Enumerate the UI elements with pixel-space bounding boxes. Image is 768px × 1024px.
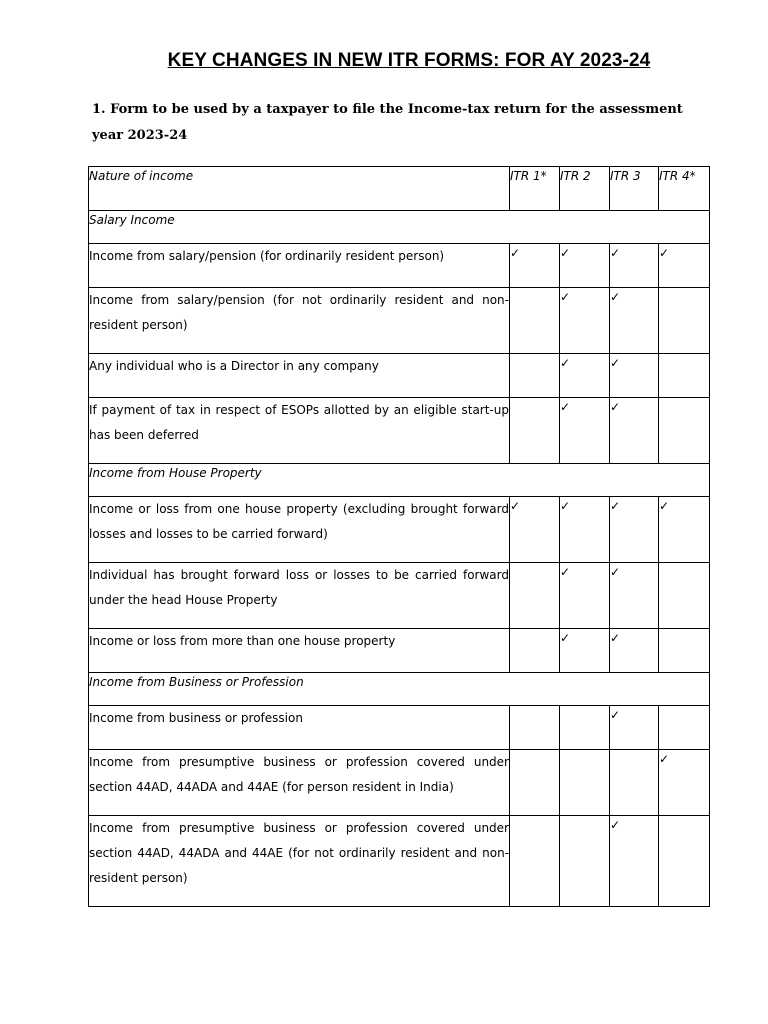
- itr1-check-icon: ✓: [510, 244, 560, 288]
- table-row: [89, 354, 710, 398]
- itr1-check-icon: [510, 706, 560, 750]
- itr2-check-icon: ✓: [560, 563, 610, 629]
- itr3-check-icon: ✓: [610, 244, 659, 288]
- itr3-check-icon: ✓: [610, 354, 659, 398]
- itr4-check-icon: ✓: [659, 750, 710, 816]
- itr1-check-icon: [510, 750, 560, 816]
- itr3-check-icon: ✓: [610, 706, 659, 750]
- itr3-check-icon: ✓: [610, 398, 659, 464]
- row-description: Income or loss from more than one house property: [89, 629, 510, 673]
- itr3-check-icon: ✓: [610, 629, 659, 673]
- itr1-check-icon: ✓: [510, 497, 560, 563]
- row-description: Any individual who is a Director in any company: [89, 354, 510, 398]
- itr1-check-icon: [510, 398, 560, 464]
- itr-applicability-table: [88, 166, 710, 907]
- itr3-check-icon: ✓: [610, 563, 659, 629]
- itr1-check-icon: [510, 629, 560, 673]
- row-description: Income from presumptive business or profession covered under section 44AD, 44ADA and 44AE (for not ordinarily resident and non-resident person): [89, 816, 510, 907]
- itr4-check-icon: [659, 354, 710, 398]
- itr4-check-icon: [659, 288, 710, 354]
- row-description: Income from salary/pension (for not ordinarily resident and non-resident person): [89, 288, 510, 354]
- itr2-check-icon: ✓: [560, 629, 610, 673]
- section-row-salary: [89, 211, 710, 244]
- itr2-check-icon: ✓: [560, 497, 610, 563]
- itr4-check-icon: [659, 563, 710, 629]
- itr2-check-icon: ✓: [560, 398, 610, 464]
- section-row-house-property: [89, 464, 710, 497]
- itr4-check-icon: [659, 706, 710, 750]
- table-row: [89, 563, 710, 629]
- table-row: [89, 398, 710, 464]
- header-itr2: ITR 2: [560, 167, 610, 211]
- page-title: KEY CHANGES IN NEW ITR FORMS: FOR AY 2023-24: [167, 50, 651, 71]
- itr4-check-icon: ✓: [659, 244, 710, 288]
- itr4-check-icon: [659, 816, 710, 907]
- itr2-check-icon: [560, 706, 610, 750]
- itr2-check-icon: [560, 816, 610, 907]
- itr3-check-icon: ✓: [610, 816, 659, 907]
- header-itr3: ITR 3: [610, 167, 659, 211]
- itr1-check-icon: [510, 288, 560, 354]
- table-header-row: [89, 167, 710, 211]
- table-row: [89, 629, 710, 673]
- section-heading: Income from House Property: [89, 464, 710, 497]
- row-description: Income from salary/pension (for ordinarily resident person): [89, 244, 510, 288]
- itr4-check-icon: ✓: [659, 497, 710, 563]
- itr2-check-icon: ✓: [560, 288, 610, 354]
- table-row: [89, 244, 710, 288]
- table-row: [89, 750, 710, 816]
- itr2-check-icon: [560, 750, 610, 816]
- section-heading: Salary Income: [89, 211, 710, 244]
- row-description: Income from presumptive business or profession covered under section 44AD, 44ADA and 44AE (for person resident in India): [89, 750, 510, 816]
- row-description: If payment of tax in respect of ESOPs allotted by an eligible start-up has been deferred: [89, 398, 510, 464]
- intro-paragraph: 1. Form to be used by a taxpayer to file the Income-tax return for the assessment year 2023-24: [92, 102, 683, 143]
- itr3-check-icon: ✓: [610, 497, 659, 563]
- row-description: Income or loss from one house property (excluding brought forward losses and losses to be carried forward): [89, 497, 510, 563]
- itr3-check-icon: [610, 750, 659, 816]
- header-itr4: ITR 4*: [659, 167, 710, 211]
- table-row: [89, 497, 710, 563]
- itr2-check-icon: ✓: [560, 244, 610, 288]
- itr1-check-icon: [510, 563, 560, 629]
- section-heading: Income from Business or Profession: [89, 673, 710, 706]
- table-row: [89, 706, 710, 750]
- itr4-check-icon: [659, 398, 710, 464]
- itr3-check-icon: ✓: [610, 288, 659, 354]
- table-row: [89, 816, 710, 907]
- itr2-check-icon: ✓: [560, 354, 610, 398]
- row-description: Income from business or profession: [89, 706, 510, 750]
- header-itr1: ITR 1*: [510, 167, 560, 211]
- row-description: Individual has brought forward loss or losses to be carried forward under the head House Property: [89, 563, 510, 629]
- section-row-business: [89, 673, 710, 706]
- itr1-check-icon: [510, 354, 560, 398]
- itr1-check-icon: [510, 816, 560, 907]
- table-row: [89, 288, 710, 354]
- header-nature-of-income: Nature of income: [89, 167, 510, 211]
- itr4-check-icon: [659, 629, 710, 673]
